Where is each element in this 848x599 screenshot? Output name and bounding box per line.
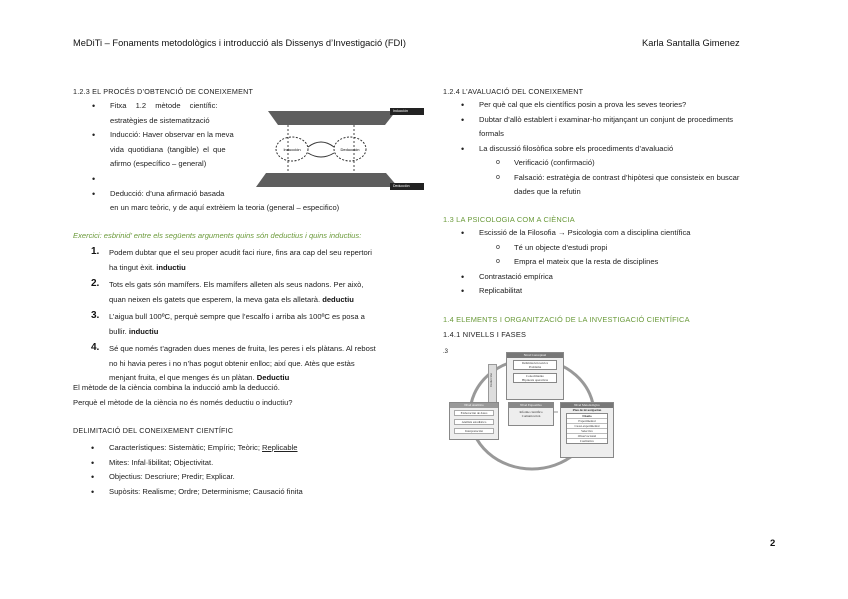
box-sub-text: Cualitativo xyxy=(567,438,607,443)
exercise-line: Sé que només t’agraden dues menes de fruita, les peres i els plàtans. Al rebost xyxy=(109,344,376,353)
exercise-item xyxy=(91,246,391,275)
exercise-line: no hi havia peres i no n’has pogut obtenir enlloc; així que. Atès que estàs xyxy=(109,358,355,368)
exercise-line: Podem dubtar que el seu proper acudit faci riure, fins ara cap del seu repertori xyxy=(109,248,372,257)
exercise-answer: inductiu xyxy=(156,262,186,272)
exercise-answer: inductiu xyxy=(128,326,159,336)
box-nivel-analitico xyxy=(449,402,499,440)
arc-arrow xyxy=(308,142,334,147)
induction-deduction-diagram xyxy=(254,103,404,203)
box-sub: Análisis estadístico xyxy=(454,419,494,425)
box-sub-text: Delimitación teórica xyxy=(521,361,549,365)
list-item: • La discussió filosòfica sobre els procediments d’avaluació xyxy=(461,142,791,157)
list-item-text: • Dubtar d’allò establert i examinar-ho mitjançant un conjunt de procediments xyxy=(479,114,734,124)
label-bottom-text: Deducción xyxy=(393,184,410,188)
box-sub-text: Conocimiento xyxy=(525,374,545,378)
box-nivel-expositivo xyxy=(508,402,554,426)
side-label-box xyxy=(488,364,497,406)
sublist-item-text: o Falsació: estratègia de contrast d’hipòtesi que consisteix en buscar xyxy=(514,172,740,182)
box-sub: Elaboración de datos xyxy=(454,410,494,416)
box-sub-text: Hipótesis operativas xyxy=(522,378,548,382)
list-item-underlined: Replicable xyxy=(262,443,298,452)
list-item xyxy=(461,113,791,142)
arrow-icon: → xyxy=(557,228,566,237)
list-item: • Mites: Infal·libilitat; Objectivitat. xyxy=(91,456,303,471)
exercise-answer: deductiu xyxy=(322,294,354,304)
section-title-nivells: 1.4.1 NIVELLS I FASES xyxy=(443,330,527,339)
box-sub-text: Experimental xyxy=(567,418,607,423)
arc-arrow xyxy=(308,153,334,157)
box-sub xyxy=(513,360,557,370)
box-title: Nivel Conceptual xyxy=(523,353,547,357)
sublist-item-text: dades que la refutin xyxy=(514,187,581,196)
label-top-text: Inducción xyxy=(393,109,408,113)
sublist xyxy=(461,241,781,270)
exercise-line-text: menjant fruita, el que menges és un plàtan. xyxy=(109,373,257,382)
list-item xyxy=(92,187,252,202)
exercise-number: 4. xyxy=(91,342,100,353)
exercise-line xyxy=(109,261,391,276)
list-item-text: vida quotidiana (tangible) el que xyxy=(110,144,226,154)
section-title-avaluacio: 1.2.4 L’AVALUACIÓ DEL CONEIXEMENT xyxy=(443,87,584,96)
list-item: • Objectius: Descriure; Predir; Explicar. xyxy=(91,470,303,485)
box-sub-text: Selectivo xyxy=(567,428,607,433)
exercise-number: 3. xyxy=(91,310,100,321)
section-title-elements: 1.4 ELEMENTS I ORGANITZACIÓ DE LA INVESTIGACIÓ CIENTÍFICA xyxy=(443,315,690,324)
top-plane xyxy=(268,111,396,125)
exercise-number: 1. xyxy=(91,246,100,257)
list-item-text: Psicologia com a disciplina científica xyxy=(565,228,691,237)
sublist-item xyxy=(496,171,791,200)
list-item-text: • Inducció: Haver observar en la meva xyxy=(110,130,234,139)
list-item-text: Escissió de la Filosofia xyxy=(479,228,558,237)
exercise-item xyxy=(91,342,391,386)
list-item xyxy=(92,99,252,128)
research-levels-diagram xyxy=(448,350,616,475)
text-line-metode: El mètode de la ciència combina la inducció amb la deducció. xyxy=(73,383,280,392)
page-number: 2 xyxy=(770,538,776,549)
box-sub-text: Problema xyxy=(528,365,542,369)
exercise-line-text: quan neixen els gatets que esperem, la meva gata els alletarà. xyxy=(109,294,323,304)
exercise-line xyxy=(109,325,391,340)
list-item-empty xyxy=(92,172,252,187)
exercise-item xyxy=(91,310,391,339)
list-item-text: • Fitxa 1.2 mètode científic: xyxy=(110,101,218,110)
section-title-proces: 1.2.3 EL PROCÉS D’OBTENCIÓ DE CONEIXEMENT xyxy=(73,87,254,96)
figure-marker: .3 xyxy=(443,349,449,355)
box-sub-text: Cuasi-experimental xyxy=(567,423,607,428)
exercise-heading: Exercici: esbrinid’ entre els següents arguments quins són deductius i quins inductius: xyxy=(73,231,362,240)
box-sub xyxy=(513,373,557,383)
sublist xyxy=(461,156,791,200)
exercise-number: 2. xyxy=(91,278,100,289)
box-title: Nivel Analítico xyxy=(464,403,484,407)
list-item xyxy=(461,226,781,241)
list-item-text: • Deducció: d’una afirmació basada xyxy=(110,188,225,198)
list-item-text: afirmo (específico – general) xyxy=(110,159,207,168)
sublist-item: o Empra el mateix que la resta de disciplines xyxy=(496,255,781,270)
exercise-line: Tots els gats són mamífers. Els mamífers alleten als seus nadons. Per això, xyxy=(109,280,364,289)
box-sub: Interpretación xyxy=(454,428,494,434)
psicologia-list xyxy=(461,226,781,299)
deduccio-continuation: en un marc teòric, y de aquí extrèiem la teoria (general – especifico) xyxy=(110,203,340,212)
sublist-item: o Verificació (confirmació) xyxy=(496,156,791,171)
list-item-line xyxy=(110,99,252,114)
list-item xyxy=(91,441,303,456)
section-title-delimitacio: DELIMITACIÓ DEL CONEIXEMENT CIENTÍFIC xyxy=(73,426,234,435)
box-header-bar xyxy=(450,403,498,408)
box-nivel-metodologico xyxy=(560,402,614,458)
list-item xyxy=(92,128,252,172)
sublist-item: o Té un objecte d’estudi propi xyxy=(496,241,781,256)
exercise-list xyxy=(91,246,391,386)
bottom-plane xyxy=(256,173,398,187)
list-item: • Contrastació empírica xyxy=(461,270,781,285)
oval-left-label: Inducción xyxy=(283,147,301,152)
box-sub-text: Diseño xyxy=(582,414,592,418)
box-title: Nivel Metodológico xyxy=(574,403,600,407)
list-item: • Replicabilitat xyxy=(461,284,781,299)
list-item: • Supòsits: Realisme; Ordre; Determinisme; Causació finita xyxy=(91,485,303,500)
exercise-line xyxy=(109,293,391,308)
avaluacio-list xyxy=(461,98,791,200)
list-item-text: formals xyxy=(479,129,504,138)
exercise-line-text: bullir. xyxy=(109,326,129,336)
design-box xyxy=(566,413,608,444)
document-header-title: MeDiTi – Fonaments metodològics i introducció als Dissenys d’Investigació (FDI) xyxy=(73,38,406,48)
document-header-author: Karla Santalla Gimenez xyxy=(642,38,740,48)
box-title: Nivel Expositivo xyxy=(520,403,542,407)
exercise-line: L’aigua bull 100ºC, perquè sempre que l’escalfo i arriba als 100ºC es posa a xyxy=(109,312,365,321)
box-nivel-conceptual xyxy=(506,352,564,400)
list-item-text: Característiques: Sistemàtic; Empíric; Teòric; xyxy=(109,443,263,452)
box-sub: Comunicación xyxy=(521,414,541,418)
side-label-text: Deducción xyxy=(489,373,493,387)
list-item: • Per què cal que els científics posin a prova les seves teories? xyxy=(461,98,791,113)
exercise-item xyxy=(91,278,391,307)
box-sub: Plan de investigación xyxy=(572,408,602,412)
label-box-top xyxy=(390,108,424,115)
exercise-answer: Deductiu xyxy=(256,373,290,382)
section-title-psicologia: 1.3 LA PSICOLOGIA COM A CIÈNCIA xyxy=(443,215,575,224)
bullet-list-proces xyxy=(92,99,252,201)
box-sub: Informe científico xyxy=(519,410,543,414)
delimitacio-list xyxy=(91,441,303,499)
box-header-bar xyxy=(509,403,553,408)
label-box-bottom xyxy=(390,183,424,190)
text-line-pregunta: Perquè el mètode de la ciència no és només deductiu o inductiu? xyxy=(73,398,293,407)
exercise-line-text: ha tingut èxit. xyxy=(109,262,157,272)
box-sub-text: Observacional xyxy=(567,433,607,438)
oval-right-label: Deducción xyxy=(340,147,360,152)
box-header-bar xyxy=(507,353,563,358)
list-item-text: estratègies de sistematització xyxy=(110,115,210,125)
